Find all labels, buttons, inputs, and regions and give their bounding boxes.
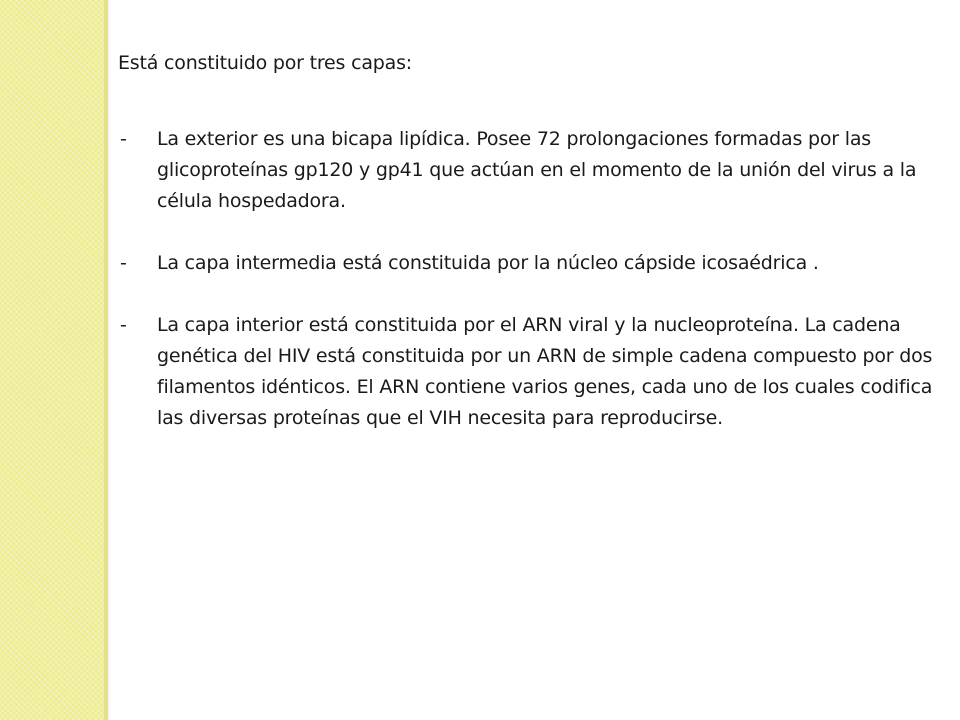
bullet-marker: -: [120, 314, 127, 336]
bullet-item-interior: [118, 310, 956, 434]
slide-content: [118, 48, 956, 465]
bullet-text-exterior: La exterior es una bicapa lipídica. Posee 72 prolongaciones formadas por las glicoproteínas gp120 y gp41 que actúan en el momento de la unión del virus a la célula hospedadora.: [157, 128, 917, 212]
bullet-marker: -: [120, 252, 127, 274]
bullet-text-intermedia: La capa intermedia está constituida por la núcleo cápside icosaédrica .: [157, 252, 819, 274]
intro-text: Está constituido por tres capas:: [118, 52, 412, 74]
side-band-edge: [104, 0, 108, 720]
bullet-text-interior: La capa interior está constituida por el ARN viral y la nucleoproteína. La cadena genética del HIV está constituida por un ARN de simple cadena compuesto por dos filamentos idénticos. El ARN contiene varios genes, cada uno de los cuales codifica las diversas proteínas que el VIH necesita para reproducirse.: [157, 314, 933, 429]
bullet-marker: -: [120, 128, 127, 150]
bullet-item-exterior: [118, 124, 956, 217]
decorative-side-band: [0, 0, 104, 720]
bullet-item-intermedia: [118, 248, 956, 279]
